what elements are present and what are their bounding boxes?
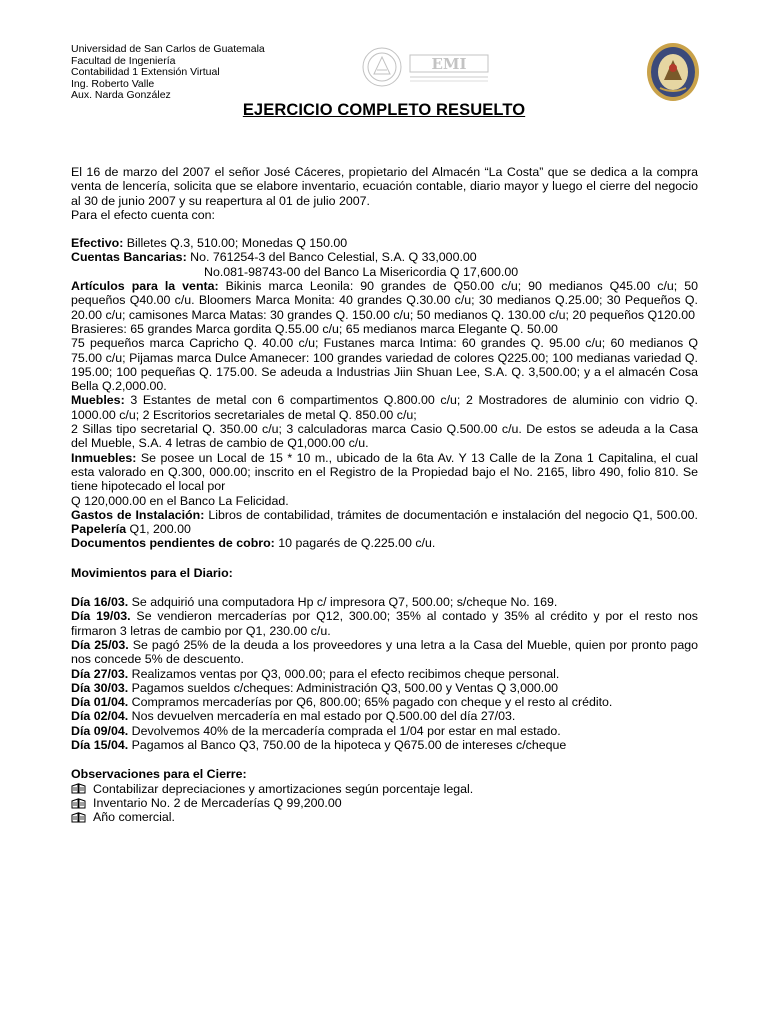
movimiento-entry — [71, 595, 698, 609]
item-label: Documentos pendientes de cobro: — [71, 536, 275, 551]
item-muebles — [71, 393, 698, 422]
header-line: Aux. Narda González — [71, 89, 171, 102]
entry-day: Día 30/03. — [71, 680, 129, 695]
item-text: 3 Estantes de metal con 6 compartimentos Q.800.00 c/u; 2 Mostradores de aluminio con vidrio Q. 1000.00 c/u; 2 Escritorios secretariales de metal Q. 850.00 c/u; — [71, 393, 698, 422]
observacion-text: Inventario No. 2 de Mercaderías Q 99,200.00 — [93, 795, 342, 810]
header-line: Contabilidad 1 Extensión Virtual — [71, 66, 220, 79]
item-inmuebles — [71, 451, 698, 494]
item-label: Inmuebles: — [71, 450, 137, 465]
entry-text: Se vendieron mercaderías por Q12, 300.00; 35% al contado y 35% al crédito y por el resto nos firmaron 3 letras de cambio por Q1, 230.00 c/u. — [71, 609, 698, 638]
item-text: Q1, 200.00 — [126, 522, 191, 537]
entry-text: Devolvemos 40% de la mercadería comprada el 1/04 por estar en mal estado. — [128, 723, 561, 738]
item-gastos — [71, 508, 698, 537]
item-label: Muebles: — [71, 393, 125, 408]
item-label: Papelería — [71, 522, 127, 537]
movimiento-entry — [71, 709, 698, 723]
intro-paragraph: El 16 de marzo del 2007 el señor José Cáceres, propietario del Almacén “La Costa” que se dedica a la compra venta de lencería, solicita que se elabore inventario, ecuación contable, diario mayor y luego el cierre del negocio al 30 de junio 2007 y su reapertura al 01 de julio 2007. — [71, 165, 698, 208]
entry-text: Se pagó 25% de la deuda a los proveedores y una letra a la Casa del Mueble, quien por pronto pago nos concede 5% de descuento. — [71, 637, 698, 667]
item-articulos-2: Brasieres: 65 grandes Marca gordita Q.55.00 c/u; 65 medianos marca Elegante Q. 50.00 — [71, 321, 558, 336]
entry-day: Día 09/04. — [71, 723, 129, 738]
item-cuentas — [71, 250, 698, 264]
document-title: EJERCICIO COMPLETO RESUELTO — [242, 101, 526, 119]
item-label: Artículos para la venta: — [71, 279, 219, 294]
header-line: Universidad de San Carlos de Guatemala — [71, 43, 265, 55]
item-label: Efectivo: — [71, 236, 124, 251]
book-bullet-icon — [71, 798, 86, 809]
movimiento-entry — [71, 738, 698, 752]
item-text: Se posee un Local de 15 * 10 m., ubicado de la 6ta Av. Y 13 Calle de la Zona 1 Capitalina, el cual esta valorado en Q.300, 000.00; inscrito en el Registro de la Propiedad bajo el No. 2165, libro 490, folio 810. Se tiene hipotecado el local por — [71, 450, 698, 494]
item-text: No. 761254-3 del Banco Celestial, S.A. Q 33,000.00 — [186, 250, 477, 265]
movimiento-entry — [71, 724, 698, 738]
book-bullet-icon — [71, 812, 86, 823]
item-articulos — [71, 279, 698, 322]
item-muebles-2: 2 Sillas tipo secretarial Q. 350.00 c/u; 3 calculadoras marca Casio Q.500.00 c/u. De estos se adeuda a la Casa del Mueble, S.A. 4 letras de cambio de Q1,000.00 c/u. — [71, 422, 698, 451]
logo-text: EMI — [431, 55, 467, 73]
entry-day: Día 15/04. — [71, 737, 129, 752]
item-text: Billetes Q.3, 510.00; Monedas Q 150.00 — [123, 236, 348, 251]
item-text: 10 pagarés de Q.225.00 c/u. — [274, 536, 436, 551]
item-label: Cuentas Bancarias: — [71, 250, 187, 265]
movimiento-entry — [71, 667, 698, 681]
entry-day: Día 19/03. — [71, 609, 131, 624]
entry-text: Nos devuelven mercadería en mal estado por Q.500.00 del día 27/03. — [128, 709, 516, 724]
item-documentos — [71, 536, 698, 550]
entry-day: Día 02/04. — [71, 709, 129, 724]
item-efectivo — [71, 236, 698, 250]
movimiento-entry — [71, 609, 698, 638]
faculty-logo — [360, 44, 492, 90]
item-cuentas-2: No.081-98743-00 del Banco La Misericordia Q 17,600.00 — [204, 264, 519, 279]
header-line: Facultad de Ingeniería — [71, 54, 176, 67]
entry-day: Día 27/03. — [71, 666, 129, 681]
movimientos-title: Movimientos para el Diario: — [71, 565, 233, 580]
entry-day: Día 16/03. — [71, 595, 129, 610]
observaciones-title: Observaciones para el Cierre: — [71, 767, 247, 782]
movimiento-entry — [71, 638, 698, 667]
entry-text: Pagamos al Banco Q3, 750.00 de la hipoteca y Q675.00 de intereses c/cheque — [128, 737, 567, 752]
observacion-item — [71, 810, 698, 824]
item-inmuebles-2: Q 120,000.00 en el Banco La Felicidad. — [71, 493, 289, 508]
item-text: Bikinis marca Leonila: 90 grandes de Q50.00 c/u; 90 medianos Q45.00 c/u; 50 pequeños Q40.00 c/u. Bloomers Marca Monita: 40 grandes Q.30.00 c/u; 30 medianos Q.25.00; 30 Pequeños Q. 20.00 c/u; camisones Marca Matas: 30 grandes Q. 150.00 c/u; 50 medianos Q. 130.00 c/u; 20 pequeños Q120.00 — [71, 279, 699, 322]
movimiento-entry — [71, 695, 698, 709]
observacion-item — [71, 782, 698, 796]
document-body — [71, 165, 698, 824]
observacion-text: Año comercial. — [93, 810, 175, 825]
observacion-text: Contabilizar depreciaciones y amortizaciones según porcentaje legal. — [93, 781, 474, 796]
item-articulos-3: 75 pequeños marca Capricho Q. 40.00 c/u; Fustanes marca Intima: 60 grandes Q. 95.00 c/u; 60 medianos Q 75.00 c/u; Pijamas marca Dulce Amanecer: 100 grandes variedad de colores Q225.00; 100 medianas variedad Q. 195.00; 100 pequeñas Q. 175.00. Se adeuda a Industrias Jiin Shuan Lee, S.A. Q. 3,500.00; y a el almacén Cosa Bella Q.2,000.00. — [71, 336, 698, 394]
movimiento-entry — [71, 681, 698, 695]
entry-text: Pagamos sueldos c/cheques: Administración Q3, 500.00 y Ventas Q 3,000.00 — [128, 680, 558, 695]
entry-day: Día 25/03. — [71, 637, 129, 652]
observacion-item — [71, 796, 698, 810]
item-text: Libros de contabilidad, trámites de documentación e instalación del negocio Q1, 500.00. — [204, 507, 698, 522]
intro-paragraph-2: Para el efecto cuenta con: — [71, 207, 215, 222]
entry-day: Día 01/04. — [71, 695, 129, 710]
item-label: Gastos de Instalación: — [71, 507, 205, 522]
entry-text: Compramos mercaderías por Q6, 800.00; 65% pagado con cheque y el resto al crédito. — [128, 695, 613, 710]
header-line: Ing. Roberto Valle — [71, 77, 155, 90]
entry-text: Realizamos ventas por Q3, 000.00; para el efecto recibimos cheque personal. — [128, 666, 560, 681]
university-seal-icon — [646, 42, 700, 102]
institution-header — [71, 44, 265, 102]
entry-text: Se adquirió una computadora Hp c/ impresora Q7, 500.00; s/cheque No. 169. — [128, 595, 558, 610]
book-bullet-icon — [71, 783, 86, 794]
